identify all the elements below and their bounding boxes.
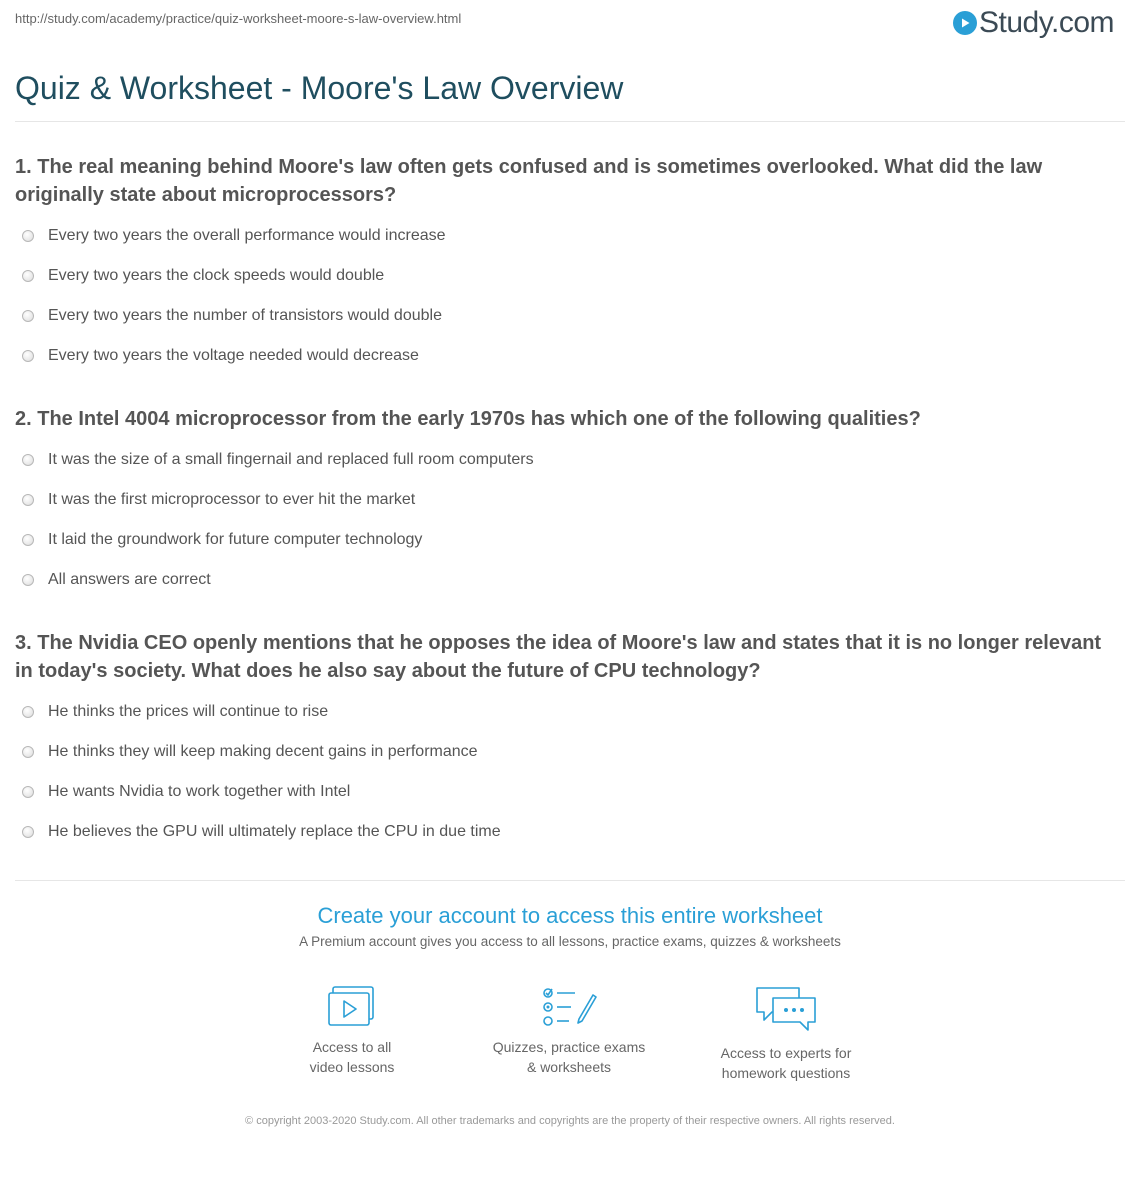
answer-label: Every two years the clock speeds would double	[48, 267, 385, 284]
answer-option[interactable]	[22, 823, 501, 841]
answer-option[interactable]	[22, 743, 478, 761]
feature-label-line2: homework questions	[721, 1065, 851, 1081]
radio-button[interactable]	[22, 270, 34, 282]
quiz-checklist-icon	[541, 985, 597, 1029]
study-logo[interactable]	[953, 6, 1114, 40]
radio-button[interactable]	[22, 310, 34, 322]
radio-button[interactable]	[22, 574, 34, 586]
divider	[15, 880, 1125, 881]
radio-button[interactable]	[22, 494, 34, 506]
feature-label-line1: Quizzes, practice exams	[492, 1039, 646, 1055]
feature-label-line1: Access to experts for	[720, 1045, 852, 1061]
answer-option[interactable]	[22, 491, 415, 509]
page-title: Quiz & Worksheet - Moore's Law Overview	[15, 70, 624, 106]
divider	[15, 121, 1125, 122]
feature-experts	[696, 985, 876, 1083]
radio-button[interactable]	[22, 230, 34, 242]
create-account-link[interactable]: Create your account to access this entire worksheet	[317, 903, 823, 928]
answer-label: He believes the GPU will ultimately replace the CPU in due time	[48, 823, 501, 840]
answer-option[interactable]	[22, 571, 211, 589]
chat-bubbles-icon	[754, 985, 818, 1035]
radio-button[interactable]	[22, 350, 34, 362]
page-url: http://study.com/academy/practice/quiz-worksheet-moore-s-law-overview.html	[15, 11, 462, 26]
radio-button[interactable]	[22, 534, 34, 546]
radio-button[interactable]	[22, 826, 34, 838]
answer-option[interactable]	[22, 451, 534, 469]
answer-option[interactable]	[22, 783, 350, 801]
answer-label: He thinks they will keep making decent gains in performance	[48, 743, 478, 760]
answer-label: All answers are correct	[48, 571, 211, 588]
answer-label: Every two years the overall performance would increase	[48, 227, 446, 244]
feature-label-line2: video lessons	[309, 1059, 395, 1075]
video-lesson-icon	[326, 985, 378, 1029]
radio-button[interactable]	[22, 746, 34, 758]
answer-option[interactable]	[22, 347, 419, 365]
answer-option[interactable]	[22, 703, 328, 721]
answer-option[interactable]	[22, 227, 446, 245]
answer-label: He wants Nvidia to work together with Intel	[48, 783, 351, 800]
answer-option[interactable]	[22, 531, 422, 549]
answer-label: Every two years the number of transistors would double	[48, 307, 442, 324]
answer-option[interactable]	[22, 267, 384, 285]
feature-quizzes	[479, 985, 659, 1077]
feature-label-line2: & worksheets	[526, 1059, 612, 1075]
feature-label-line1: Access to all	[312, 1039, 392, 1055]
answer-label: It was the first microprocessor to ever hit the market	[48, 491, 416, 508]
answer-label: He thinks the prices will continue to rise	[48, 703, 329, 720]
logo-text: Study.com	[979, 6, 1114, 39]
answer-label: Every two years the voltage needed would decrease	[48, 347, 419, 364]
play-icon	[953, 11, 977, 35]
question-3: 3. The Nvidia CEO openly mentions that he opposes the idea of Moore's law and states that it is no longer relevant in today's society. What does he also say about the future of CPU technology?	[15, 632, 1102, 682]
radio-button[interactable]	[22, 786, 34, 798]
answer-option[interactable]	[22, 307, 442, 325]
feature-video-lessons	[262, 985, 442, 1077]
answer-label: It laid the groundwork for future computer technology	[48, 531, 423, 548]
copyright-text: © copyright 2003-2020 Study.com. All other trademarks and copyrights are the property of their respective owners. All rights reserved.	[245, 1115, 895, 1127]
radio-button[interactable]	[22, 706, 34, 718]
cta-subtitle: A Premium account gives you access to all lessons, practice exams, quizzes & worksheets	[299, 934, 841, 949]
answer-label: It was the size of a small fingernail and replaced full room computers	[48, 451, 534, 468]
question-2: 2. The Intel 4004 microprocessor from the early 1970s has which one of the following qualities?	[15, 408, 921, 430]
radio-button[interactable]	[22, 454, 34, 466]
question-1: 1. The real meaning behind Moore's law often gets confused and is sometimes overlooked. What did the law originally state about microprocessors?	[15, 156, 1043, 206]
